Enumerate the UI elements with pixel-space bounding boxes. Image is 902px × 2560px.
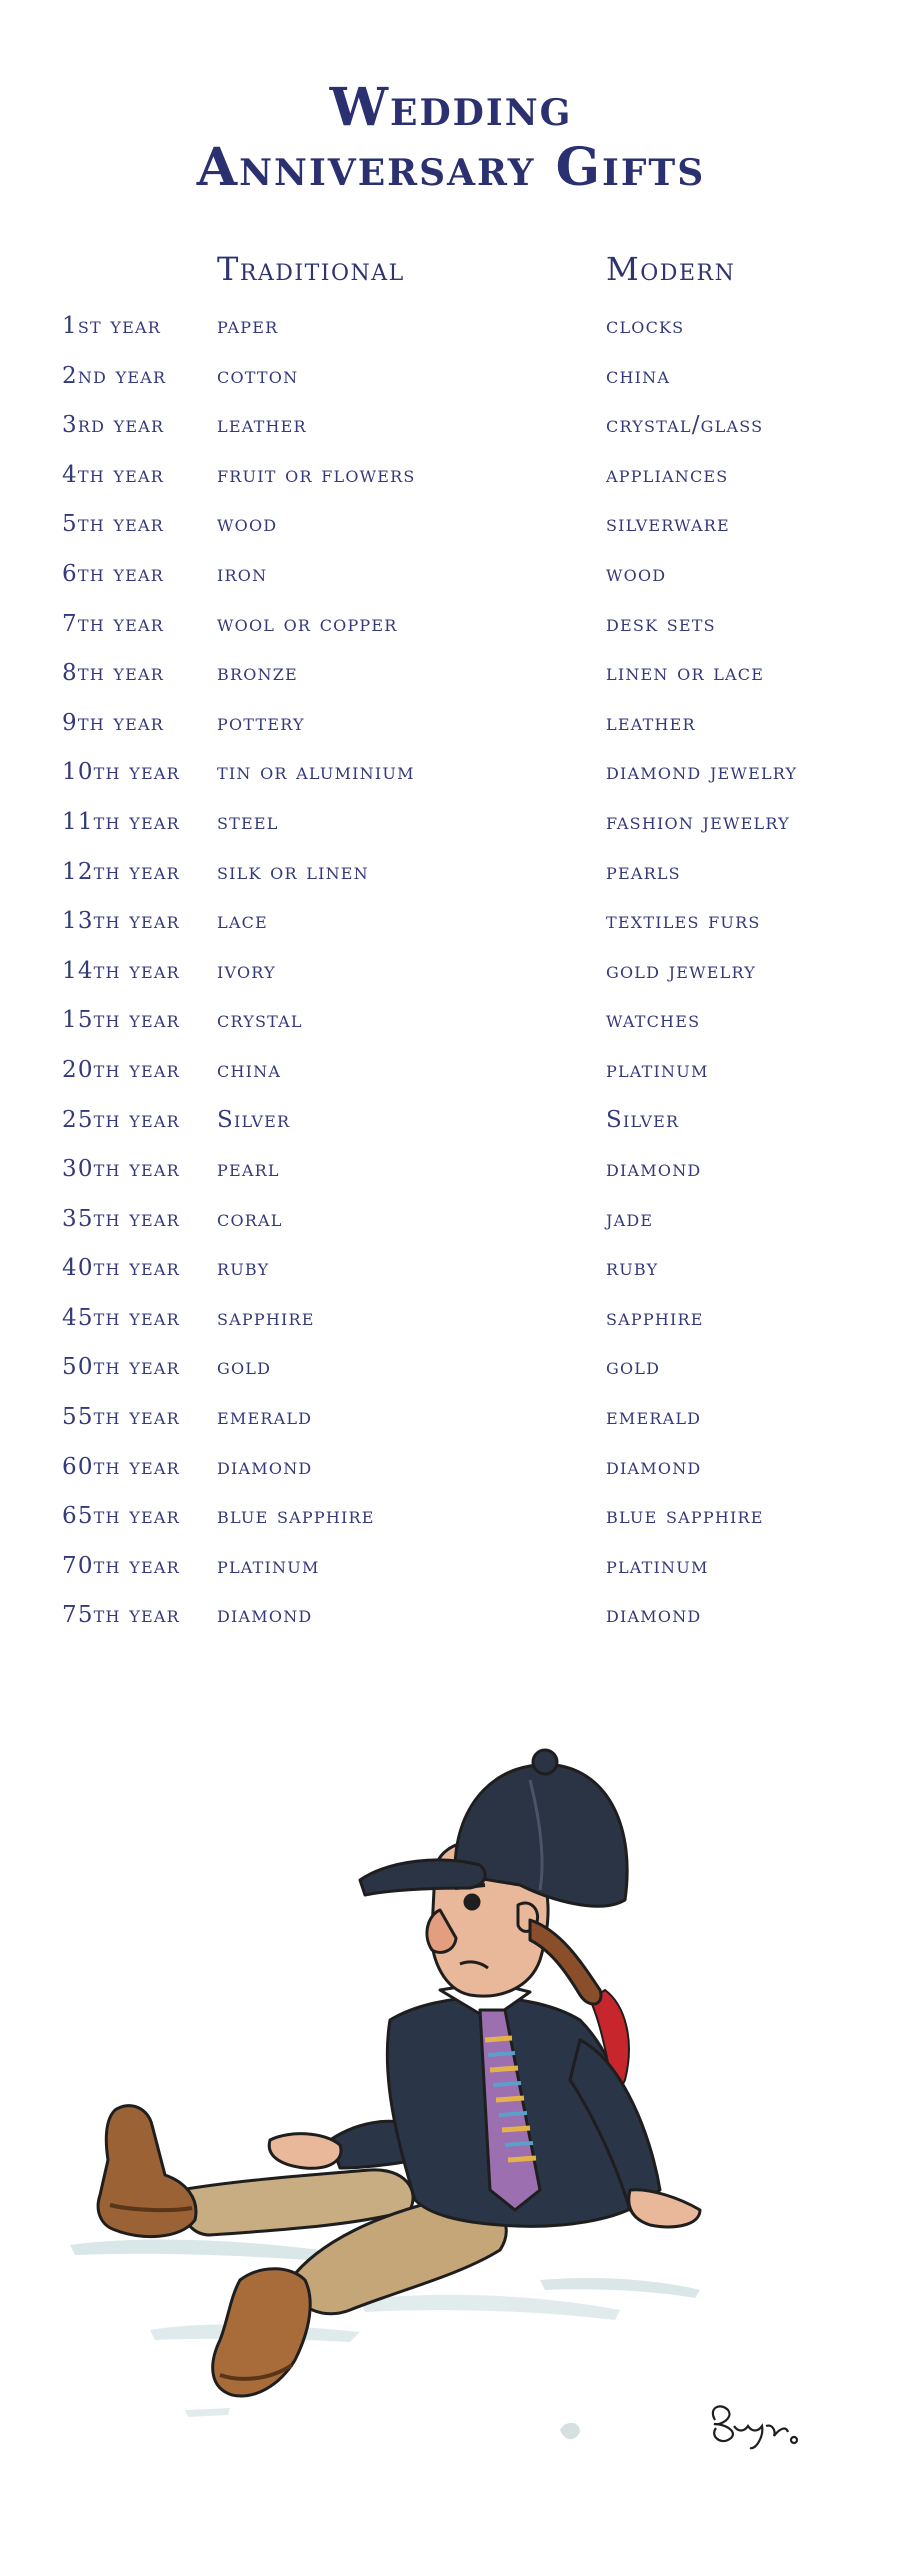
modern-gift: textiles furs xyxy=(606,908,761,935)
year-label: 13th year xyxy=(62,908,180,935)
rider-illustration xyxy=(60,1720,800,2500)
modern-gift: china xyxy=(606,362,671,389)
traditional-gift: tin or aluminium xyxy=(217,759,415,786)
year-label: 25th year xyxy=(62,1106,180,1133)
table-row xyxy=(0,857,902,907)
table-row xyxy=(0,1501,902,1551)
table-row xyxy=(0,708,902,758)
title-line-2: Anniversary Gifts xyxy=(196,137,706,198)
year-label: 20th year xyxy=(62,1056,180,1083)
table-row xyxy=(0,460,902,510)
modern-gift: gold jewelry xyxy=(606,957,757,984)
modern-gift: linen or lace xyxy=(606,660,765,687)
modern-gift: silverware xyxy=(606,511,730,538)
traditional-gift: ruby xyxy=(217,1255,270,1282)
year-label: 5th year xyxy=(62,511,165,538)
table-row xyxy=(0,410,902,460)
year-label: 7th year xyxy=(62,610,165,637)
traditional-gift: silk or linen xyxy=(217,858,369,885)
traditional-gift: steel xyxy=(217,808,279,835)
title-line-1: Wedding xyxy=(329,77,573,138)
traditional-gift: paper xyxy=(217,313,279,339)
table-row xyxy=(0,1303,902,1353)
traditional-gift: diamond xyxy=(217,1602,313,1629)
table-row xyxy=(0,807,902,857)
page-title xyxy=(0,78,902,198)
modern-gift: sapphire xyxy=(606,1304,704,1331)
year-label: 40th year xyxy=(62,1255,180,1282)
table-row xyxy=(0,757,902,807)
traditional-gift: wood xyxy=(217,511,278,538)
modern-gift: appliances xyxy=(606,461,729,488)
table-row xyxy=(0,559,902,609)
modern-gift: emerald xyxy=(606,1404,702,1431)
table-row xyxy=(0,509,902,559)
year-label: 12th year xyxy=(62,858,180,885)
traditional-gift: pearl xyxy=(217,1156,280,1183)
modern-gift: jade xyxy=(606,1205,654,1232)
modern-gift: leather xyxy=(606,709,696,736)
modern-gift: desk sets xyxy=(606,610,716,637)
modern-gift: diamond xyxy=(606,1453,702,1480)
year-label: 15th year xyxy=(62,1007,180,1034)
year-label: 55th year xyxy=(62,1404,180,1431)
year-label: 45th year xyxy=(62,1304,180,1331)
year-label: 75th year xyxy=(62,1602,180,1629)
traditional-gift: wool or copper xyxy=(217,610,398,637)
year-label: 6th year xyxy=(62,560,165,587)
modern-gift: gold xyxy=(606,1354,661,1381)
table-row xyxy=(0,1005,902,1055)
traditional-gift: china xyxy=(217,1056,282,1083)
artist-signature xyxy=(713,2406,797,2448)
year-label: 3rd year xyxy=(62,412,165,439)
table-row xyxy=(0,1154,902,1204)
table-row xyxy=(0,1402,902,1452)
traditional-gift: cotton xyxy=(217,362,299,389)
traditional-gift: ivory xyxy=(217,957,276,984)
modern-gift: blue sapphire xyxy=(606,1503,764,1530)
table-row xyxy=(0,1105,902,1155)
modern-gift: platinum xyxy=(606,1056,709,1083)
traditional-gift: leather xyxy=(217,412,307,439)
modern-gift: clocks xyxy=(606,313,685,339)
table-row xyxy=(0,609,902,659)
year-label: 14th year xyxy=(62,957,180,984)
traditional-gift: diamond xyxy=(217,1453,313,1480)
year-label: 8th year xyxy=(62,660,165,687)
traditional-gift: sapphire xyxy=(217,1304,315,1331)
table-row xyxy=(0,1352,902,1402)
table-row xyxy=(0,1253,902,1303)
year-label: 70th year xyxy=(62,1552,180,1579)
year-label: 30th year xyxy=(62,1156,180,1183)
modern-gift: diamond jewelry xyxy=(606,759,798,786)
traditional-gift: pottery xyxy=(217,709,305,736)
traditional-gift: blue sapphire xyxy=(217,1503,375,1530)
year-label: 2nd year xyxy=(62,362,167,389)
traditional-gift: crystal xyxy=(217,1007,303,1034)
modern-gift: ruby xyxy=(606,1255,659,1282)
table-row xyxy=(0,311,902,361)
year-label: 1st year xyxy=(62,313,162,339)
table-row xyxy=(0,1452,902,1502)
modern-gift: fashion jewelry xyxy=(606,808,790,835)
traditional-gift: fruit or flowers xyxy=(217,461,416,488)
modern-gift: wood xyxy=(606,560,667,587)
year-label: 35th year xyxy=(62,1205,180,1232)
traditional-gift: lace xyxy=(217,908,268,935)
year-label: 10th year xyxy=(62,759,180,786)
modern-gift: diamond xyxy=(606,1602,702,1629)
traditional-gift: emerald xyxy=(217,1404,313,1431)
traditional-gift: bronze xyxy=(217,660,298,687)
traditional-gift: platinum xyxy=(217,1552,320,1579)
table-row xyxy=(0,658,902,708)
table-row xyxy=(0,1055,902,1105)
year-label: 9th year xyxy=(62,709,165,736)
traditional-gift: gold xyxy=(217,1354,272,1381)
table-row xyxy=(0,906,902,956)
year-label: 4th year xyxy=(62,461,165,488)
gift-table xyxy=(0,311,902,1650)
modern-gift: platinum xyxy=(606,1552,709,1579)
table-row xyxy=(0,1204,902,1254)
table-row xyxy=(0,361,902,411)
modern-gift: watches xyxy=(606,1007,701,1034)
modern-gift: crystal/glass xyxy=(606,412,764,439)
table-row xyxy=(0,1551,902,1601)
modern-gift: pearls xyxy=(606,858,681,885)
header-traditional: Traditional xyxy=(217,250,405,288)
year-label: 50th year xyxy=(62,1354,180,1381)
year-label: 60th year xyxy=(62,1453,180,1480)
header-modern: Modern xyxy=(606,250,736,288)
year-label: 65th year xyxy=(62,1503,180,1530)
table-row xyxy=(0,956,902,1006)
year-label: 11th year xyxy=(62,808,180,835)
traditional-gift: iron xyxy=(217,560,268,587)
traditional-gift: coral xyxy=(217,1205,283,1232)
traditional-gift: Silver xyxy=(217,1106,291,1133)
table-row xyxy=(0,1600,902,1650)
modern-gift: diamond xyxy=(606,1156,702,1183)
modern-gift: Silver xyxy=(606,1106,680,1133)
